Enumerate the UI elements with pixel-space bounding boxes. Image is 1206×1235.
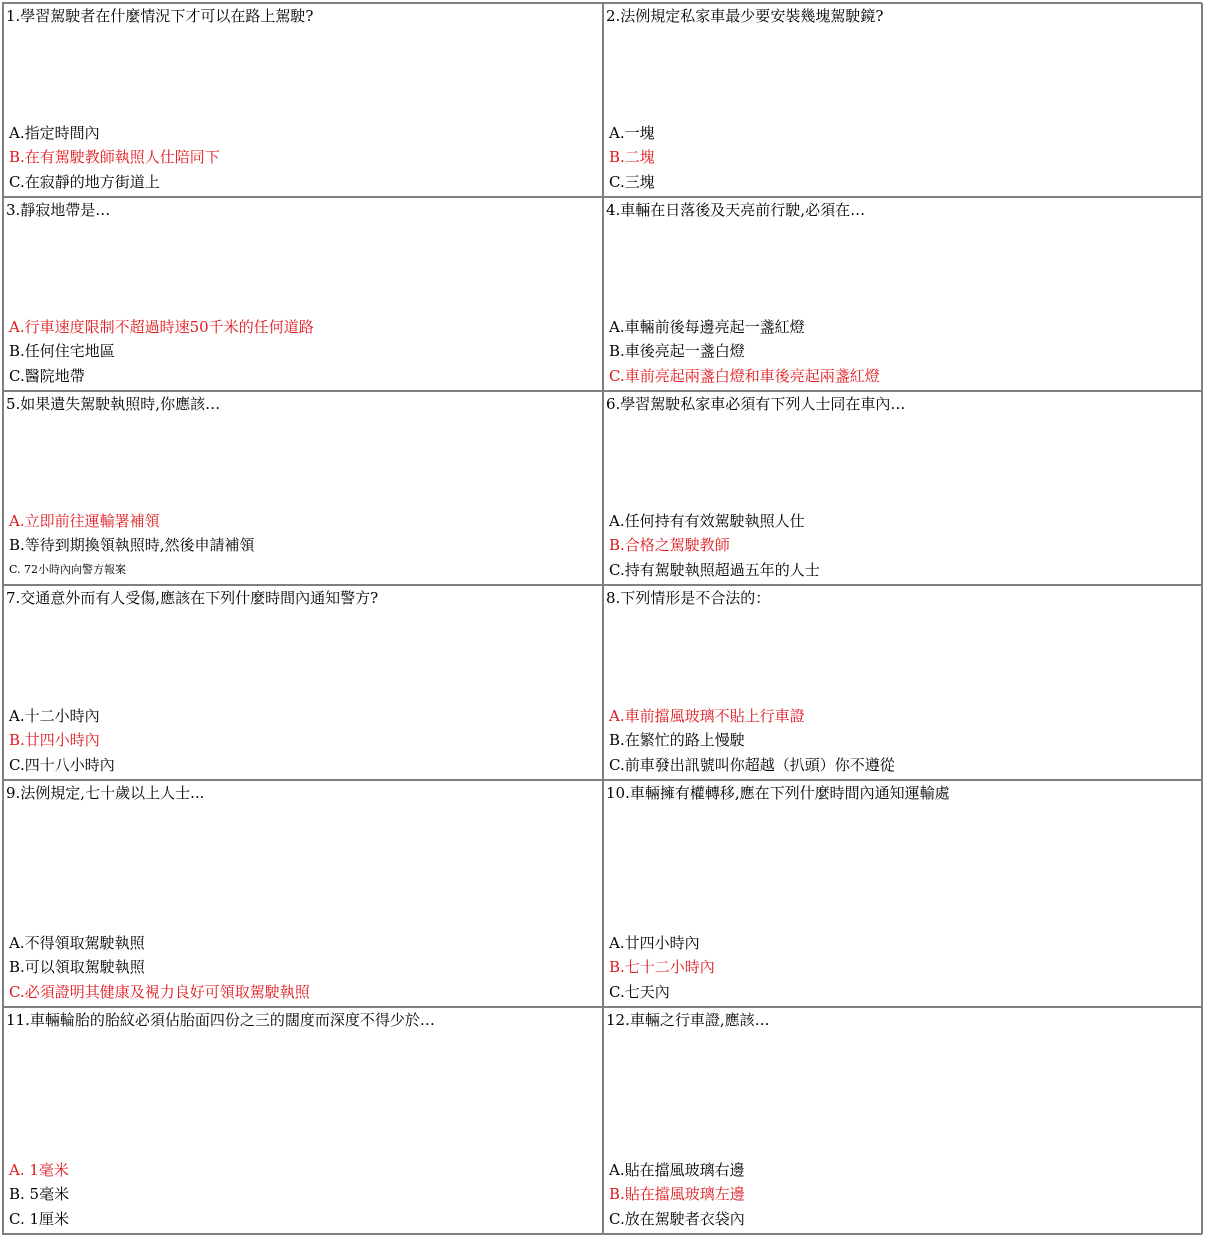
question-text: 1.學習駕駛者在什麼情況下才可以在路上駕駛? — [6, 7, 314, 25]
answer-option: B.可以領取駕駛執照 — [9, 958, 145, 976]
correct-answer-option: A.車前擋風玻璃不貼上行車證 — [609, 706, 805, 725]
correct-answer-option: B.貼在擋風玻璃左邊 — [609, 1185, 745, 1203]
question-cell — [3, 780, 603, 1007]
answer-option: C.四十八小時內 — [9, 755, 115, 774]
question-text: 8.下列情形是不合法的： — [606, 589, 771, 607]
answer-option: A.不得領取駕駛執照 — [9, 933, 145, 952]
answer-option: A.一塊 — [609, 123, 655, 142]
answer-options — [9, 315, 598, 389]
question-text: 12.車輛之行車證,應該… — [606, 1011, 770, 1029]
answer-option: B. 5毫米 — [9, 1185, 70, 1203]
answer-option: A.十二小時內 — [9, 706, 100, 725]
question-text: 10.車輛擁有權轉移,應在下列什麼時間內通知運輸處 — [606, 784, 950, 802]
question-text: 6.學習駕駛私家車必須有下列人士同在車內… — [606, 395, 906, 413]
question-text: 3.靜寂地帶是… — [6, 201, 111, 219]
answer-option: C.七天內 — [609, 982, 670, 1001]
correct-answer-option: B.在有駕駛教師執照人仕陪同下 — [9, 148, 220, 166]
question-cell — [3, 1007, 603, 1234]
correct-answer-option: B.合格之駕駛教師 — [609, 536, 730, 554]
answer-option: C. 72小時內向警方報案 — [9, 562, 127, 576]
answer-options — [609, 931, 1198, 1005]
answer-option: C.在寂靜的地方街道上 — [9, 172, 160, 191]
answer-option: A.車輛前後每邊亮起一盞紅燈 — [609, 317, 805, 336]
question-cell — [3, 197, 603, 391]
question-text: 9.法例規定,七十歲以上人士... — [6, 784, 205, 802]
answer-option: A.廿四小時內 — [609, 933, 700, 952]
question-text: 7.交通意外而有人受傷,應該在下列什麼時間內通知警方? — [6, 589, 379, 607]
question-cell — [603, 197, 1203, 391]
correct-answer-option: A. 1毫米 — [9, 1160, 69, 1179]
answer-option: C.醫院地帶 — [9, 366, 85, 385]
quiz-table — [2, 2, 1202, 1235]
answer-option: B.任何住宅地區 — [9, 342, 115, 360]
answer-option: B.在繁忙的路上慢駛 — [609, 731, 745, 749]
correct-answer-option: A.行車速度限制不超過時速50千米的任何道路 — [9, 317, 314, 336]
answer-option: C. 1厘米 — [9, 1209, 70, 1228]
answer-options — [9, 121, 598, 195]
question-text: 2.法例規定私家車最少要安裝幾塊駕駛鏡? — [606, 7, 884, 25]
answer-option: B.等待到期換領執照時,然後申請補領 — [9, 536, 255, 554]
answer-options — [609, 315, 1198, 389]
answer-options — [609, 1158, 1198, 1232]
question-text: 11.車輛輪胎的胎紋必須佔胎面四份之三的闊度而深度不得少於… — [6, 1011, 435, 1029]
answer-option: B.車後亮起一盞白燈 — [609, 342, 745, 360]
answer-options — [609, 509, 1198, 583]
correct-answer-option: C.必須證明其健康及視力良好可領取駕駛執照 — [9, 982, 310, 1001]
answer-options — [9, 509, 598, 583]
answer-option: A.貼在擋風玻璃右邊 — [609, 1160, 745, 1179]
question-cell — [603, 585, 1203, 780]
correct-answer-option: B.二塊 — [609, 148, 655, 166]
question-cell — [3, 3, 603, 197]
answer-options — [609, 121, 1198, 195]
correct-answer-option: A.立即前往運輸署補領 — [9, 511, 160, 530]
answer-option: A.指定時間內 — [9, 123, 100, 142]
answer-option: C.三塊 — [609, 172, 655, 191]
answer-option: C.放在駕駛者衣袋內 — [609, 1209, 745, 1228]
question-cell — [603, 1007, 1203, 1234]
question-text: 5.如果遺失駕駛執照時,你應該… — [6, 395, 221, 413]
answer-option: A.任何持有有效駕駛執照人仕 — [609, 511, 805, 530]
question-cell — [603, 391, 1203, 585]
answer-option: C.前車發出訊號叫你超越（扒頭）你不遵從 — [609, 755, 895, 774]
question-cell — [3, 585, 603, 780]
answer-options — [9, 704, 598, 778]
answer-options — [9, 1158, 598, 1232]
question-cell — [603, 3, 1203, 197]
correct-answer-option: B.廿四小時內 — [9, 731, 100, 749]
correct-answer-option: C.車前亮起兩盞白燈和車後亮起兩盞紅燈 — [609, 366, 880, 385]
correct-answer-option: B.七十二小時內 — [609, 958, 715, 976]
question-cell — [3, 391, 603, 585]
answer-options — [9, 931, 598, 1005]
answer-option: C.持有駕駛執照超過五年的人士 — [609, 560, 820, 579]
question-text: 4.車輛在日落後及天亮前行駛,必須在… — [606, 201, 866, 219]
question-cell — [603, 780, 1203, 1007]
answer-options — [609, 704, 1198, 778]
